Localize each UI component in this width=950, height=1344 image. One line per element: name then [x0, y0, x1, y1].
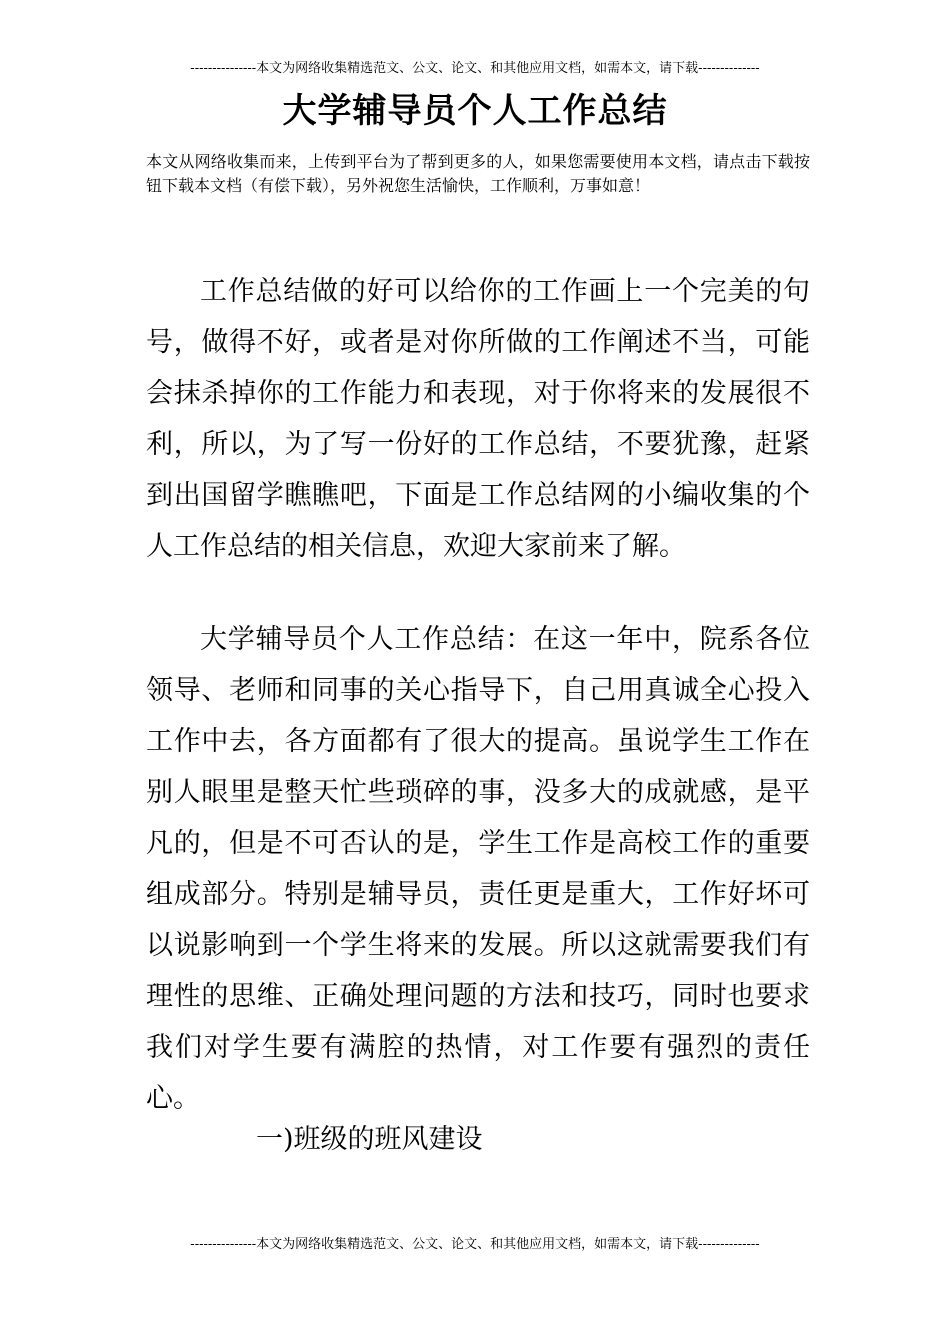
paragraph-text: 工作总结做的好可以给你的工作画上一个完美的句号，做得不好，或者是对你所做的工作阐述不当，可能会抹杀掉你的工作能力和表现，对于你将来的发展很不利，所以，为了写一份好的工作总结，不要犹豫，赶紧到出国留学瞧瞧吧，下面是工作总结网的小编收集的个人工作总结的相关信息，欢迎大家前来了解。 — [146, 276, 810, 562]
document-title: 大学辅导员个人工作总结 — [282, 91, 668, 131]
section-heading: 一)班级的班风建设 — [256, 1124, 483, 1155]
body-paragraph-2 — [146, 614, 810, 1124]
paragraph-text: 大学辅导员个人工作总结：在这一年中，院系各位领导、老师和同事的关心指导下，自己用真诚全心投入工作中去，各方面都有了很大的提高。虽说学生工作在别人眼里是整天忙些琐碎的事，没多大的成就感，是平凡的，但是不可否认的是，学生工作是高校工作的重要组成部分。特别是辅导员，责任更是重大，工作好坏可以说影响到一个学生将来的发展。所以这就需要我们有理性的思维、正确处理问题的方法和技巧，同时也要求我们对学生要有满腔的热情，对工作要有强烈的责任心。 — [146, 624, 810, 1114]
intro-paragraph: 本文从网络收集而来，上传到平台为了帮到更多的人，如果您需要使用本文档，请点击下载按钮下载本文档（有偿下载），另外祝您生活愉快，工作顺利，万事如意！ — [146, 152, 810, 195]
footer-notice: ---------------本文为网络收集精选范文、公文、论文、和其他应用文档，如需本文，请下载-------------- — [190, 1237, 760, 1252]
body-paragraph-1 — [146, 266, 810, 572]
header-notice: ---------------本文为网络收集精选范文、公文、论文、和其他应用文档，如需本文，请下载-------------- — [190, 61, 760, 76]
